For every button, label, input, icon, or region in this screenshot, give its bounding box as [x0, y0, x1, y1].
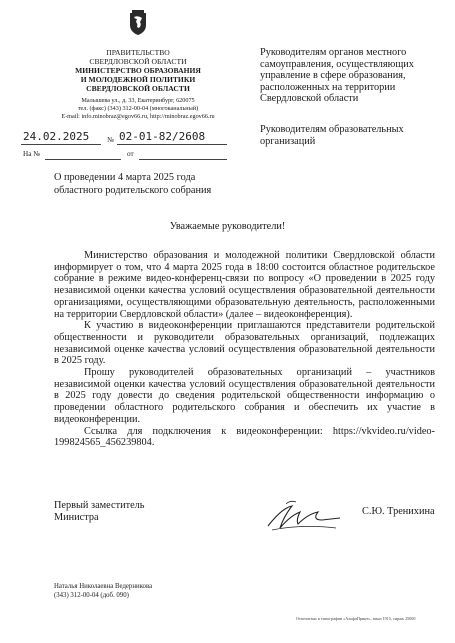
- addressee-first: Руководителям органов местного самоуправления, осуществляющих управление в сфере образования, расположенных на территории Свердловской области: [260, 47, 414, 104]
- executor-name: Наталья Николаевна Ведерникова: [54, 583, 153, 590]
- signatory-name: С.Ю. Тренихина: [362, 506, 435, 517]
- ministry-header: [22, 48, 254, 121]
- registration-number: 02-01-82/2608: [119, 130, 206, 143]
- ministry-phone: тел. (факс) (343) 312-00-04 (многоканальный): [77, 105, 199, 112]
- reference-no-label: На №: [23, 150, 41, 158]
- addressee-second: Руководителям образовательных организаций: [260, 124, 404, 147]
- coat-of-arms-icon: [128, 10, 148, 36]
- registration-block: [21, 130, 246, 162]
- ministry-address: Малышева ул., д. 33, Екатеринбург, 620075: [81, 97, 195, 104]
- conference-link-paragraph[interactable]: Ссылка для подключения к видеоконференции: https://vkvideo.ru/video-199824565_456239804.: [54, 425, 435, 449]
- ministry-name-line3: СВЕРДЛОВСКОЙ ОБЛАСТИ: [86, 84, 190, 93]
- ministry-name-line2: И МОЛОДЕЖНОЙ ПОЛИТИКИ: [80, 75, 196, 84]
- body-paragraph: Министерство образования и молодежной политики Свердловской области информирует о том, что 4 марта 2025 года в 18:00 состоится областное родительское собрание в режиме видео-конференц-связи по вопросу «О проведении в 2025 году независимой оценки качества условий осуществления образовательной деятельности организациями, осуществляющими образовательную деятельность, расположенными на территории Свердловской области» (далее – видеоконференция).: [54, 250, 435, 320]
- reference-date-label: от: [127, 150, 134, 158]
- handwritten-signature: [262, 498, 344, 534]
- body-paragraph: К участию в видеоконференции приглашаются представители родительской общественности и руководители образовательных организаций, подлежащих независимой оценке качества условий осуществления образовательной деятельности в 2025 году.: [54, 320, 435, 367]
- registration-no-label: №: [107, 136, 114, 144]
- ministry-email: E-mail: info.minobraz@egov66.ru, http://minobraz.egov66.ru: [61, 113, 215, 120]
- letter-body: [54, 250, 435, 449]
- gov-title: ПРАВИТЕЛЬСТВО: [106, 48, 170, 57]
- executor-info: [54, 583, 152, 600]
- region-title: СВЕРДЛОВСКОЙ ОБЛАСТИ: [89, 57, 187, 66]
- signatory-position: Первый заместитель Министра: [54, 500, 145, 523]
- body-paragraph: Прошу руководителей образовательных организаций – участников независимой оценки качества условий осуществления образовательной деятельности в 2025 году довести до сведения родительской общественности информацию о проведении областного родительского собрания и обеспечить их участие в видеоконференции.: [54, 367, 435, 425]
- ministry-name-line1: МИНИСТЕРСТВО ОБРАЗОВАНИЯ: [75, 66, 201, 75]
- registration-date: 24.02.2025: [23, 130, 90, 143]
- printer-note: Отпечатано в типографии «АльфаПринт», заказ 1915, тираж 25000: [296, 616, 416, 621]
- letter-subject: О проведении 4 марта 2025 года областного родительского собрания: [54, 172, 212, 196]
- executor-phone: (343) 312-00-04 (доб. 090): [54, 591, 129, 599]
- greeting: Уважаемые руководители!: [169, 221, 286, 232]
